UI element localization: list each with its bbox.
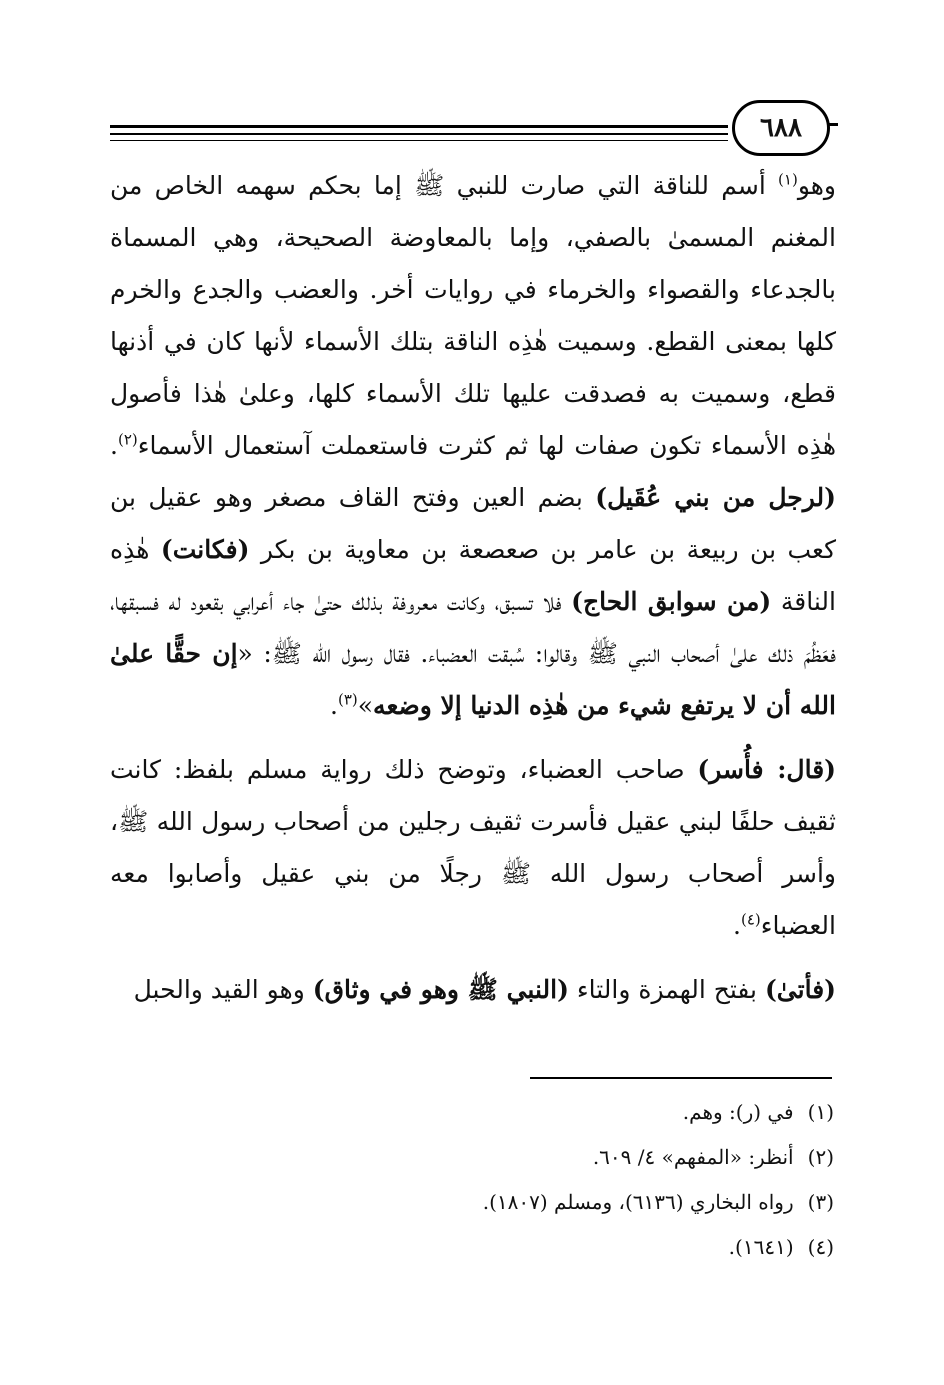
footnote-ref: (٣) [337,690,358,709]
text-run: صاحب العضباء، وتوضح ذلك رواية مسلم بلفظ: كانت ثقيف حلفًا لبني عقيل فأسرت ثقيف رجلين من أصحاب رسول الله ﷺ، وأسر أصحاب رسول الله ﷺ رجلًا من بني عقيل وأصابوا معه العضباء [110,755,836,940]
text-run: وهو القيد والحبل [133,975,313,1004]
bold-phrase: (النبي ﷺ وهو في وثاق) [312,975,569,1004]
text-run: بضم العين وفتح القاف مصغر وهو عقيل بن كعب بن ربيعة بن عامر بن صعصعة بن معاوية بن بكر [110,483,836,564]
footnote [110,1225,834,1270]
header-rule [110,140,728,141]
footnote-ref: (١) [778,170,798,189]
text-run: وهو [797,171,836,200]
footnote-ref: (٢) [117,430,138,449]
page-number: ٦٨٨ [760,113,802,143]
footnote-separator [530,1077,832,1079]
footnote-ref: (٤) [740,910,761,929]
body-paragraph [110,160,836,732]
page-number-badge [732,100,830,156]
bold-phrase: إن حقًّا علىٰ الله أن لا يرتفع شيء من هٰذِه الدنيا إلا وضعه [110,639,836,720]
text-run: » [357,691,374,720]
text-run: هٰذِه الناقة [110,535,836,616]
footnote [110,1135,834,1180]
bold-phrase: (فأتىٰ) [764,975,836,1004]
body-paragraph [110,964,836,1016]
footnote-number: (٢) [807,1145,834,1169]
text-run: . [330,691,338,720]
footnote-text: رواه البخاري (٦١٣٦)، ومسلم (١٨٠٧). [482,1190,794,1214]
page-header [110,98,838,158]
text-run: أسم للناقة التي صارت للنبي ﷺ إما بحكم سهمه الخاص من المغنم المسمىٰ بالصفي، وإما بالمعاوضة الصحيحة، وهي المسماة بالجدعاء والقصواء والخرماء في روايات أخر. والعضب والجدع والخرم كلها بمعنى القطع. وسميت هٰذِه الناقة بتلك الأسماء لأنها كان في أذنها قطع، وسميت به فصدقت عليها تلك الأسماء كلها، وعلىٰ هٰذا فأصول هٰذِه الأسماء تكون صفات لها ثم كثرت فاستعملت آستعمال الأسماء [110,171,836,460]
body-paragraph [110,744,836,952]
text-run: فلا تسبق، وكانت معروفة بذلك حتىٰ جاء أعرابي بقعود له فسبقها، فعَظُمَ ذلك علىٰ أصحاب النبي ﷺ وقالوا: سُبقت العضباء. فقال رسول الله ﷺ: « [110,587,836,668]
footnote [110,1090,834,1135]
footnote-number: (١) [807,1100,834,1124]
bold-phrase: (لرجل من بني عُقَيل) [595,483,836,512]
header-rule [110,133,728,135]
header-rule [110,125,728,128]
footnote-text: في (ر): وهم. [682,1100,794,1124]
text-run: بفتح الهمزة والتاء [568,975,765,1004]
footnote-text: أنظر: «المفهم» ٤/ ٦٠٩. [592,1145,794,1169]
bold-phrase: (فكانت) [160,535,250,564]
footnotes [110,1090,834,1270]
text-run: . [733,911,741,940]
footnote-text: (١٦٤١). [728,1235,794,1259]
footnote-number: (٣) [807,1190,834,1214]
bold-phrase: (من سوابق الحاج) [571,587,772,616]
footnote-number: (٤) [807,1235,834,1259]
bold-phrase: (قال: فأُسر) [697,755,836,784]
main-text [110,160,836,1016]
text-run: . [110,431,118,460]
footnote [110,1180,834,1225]
